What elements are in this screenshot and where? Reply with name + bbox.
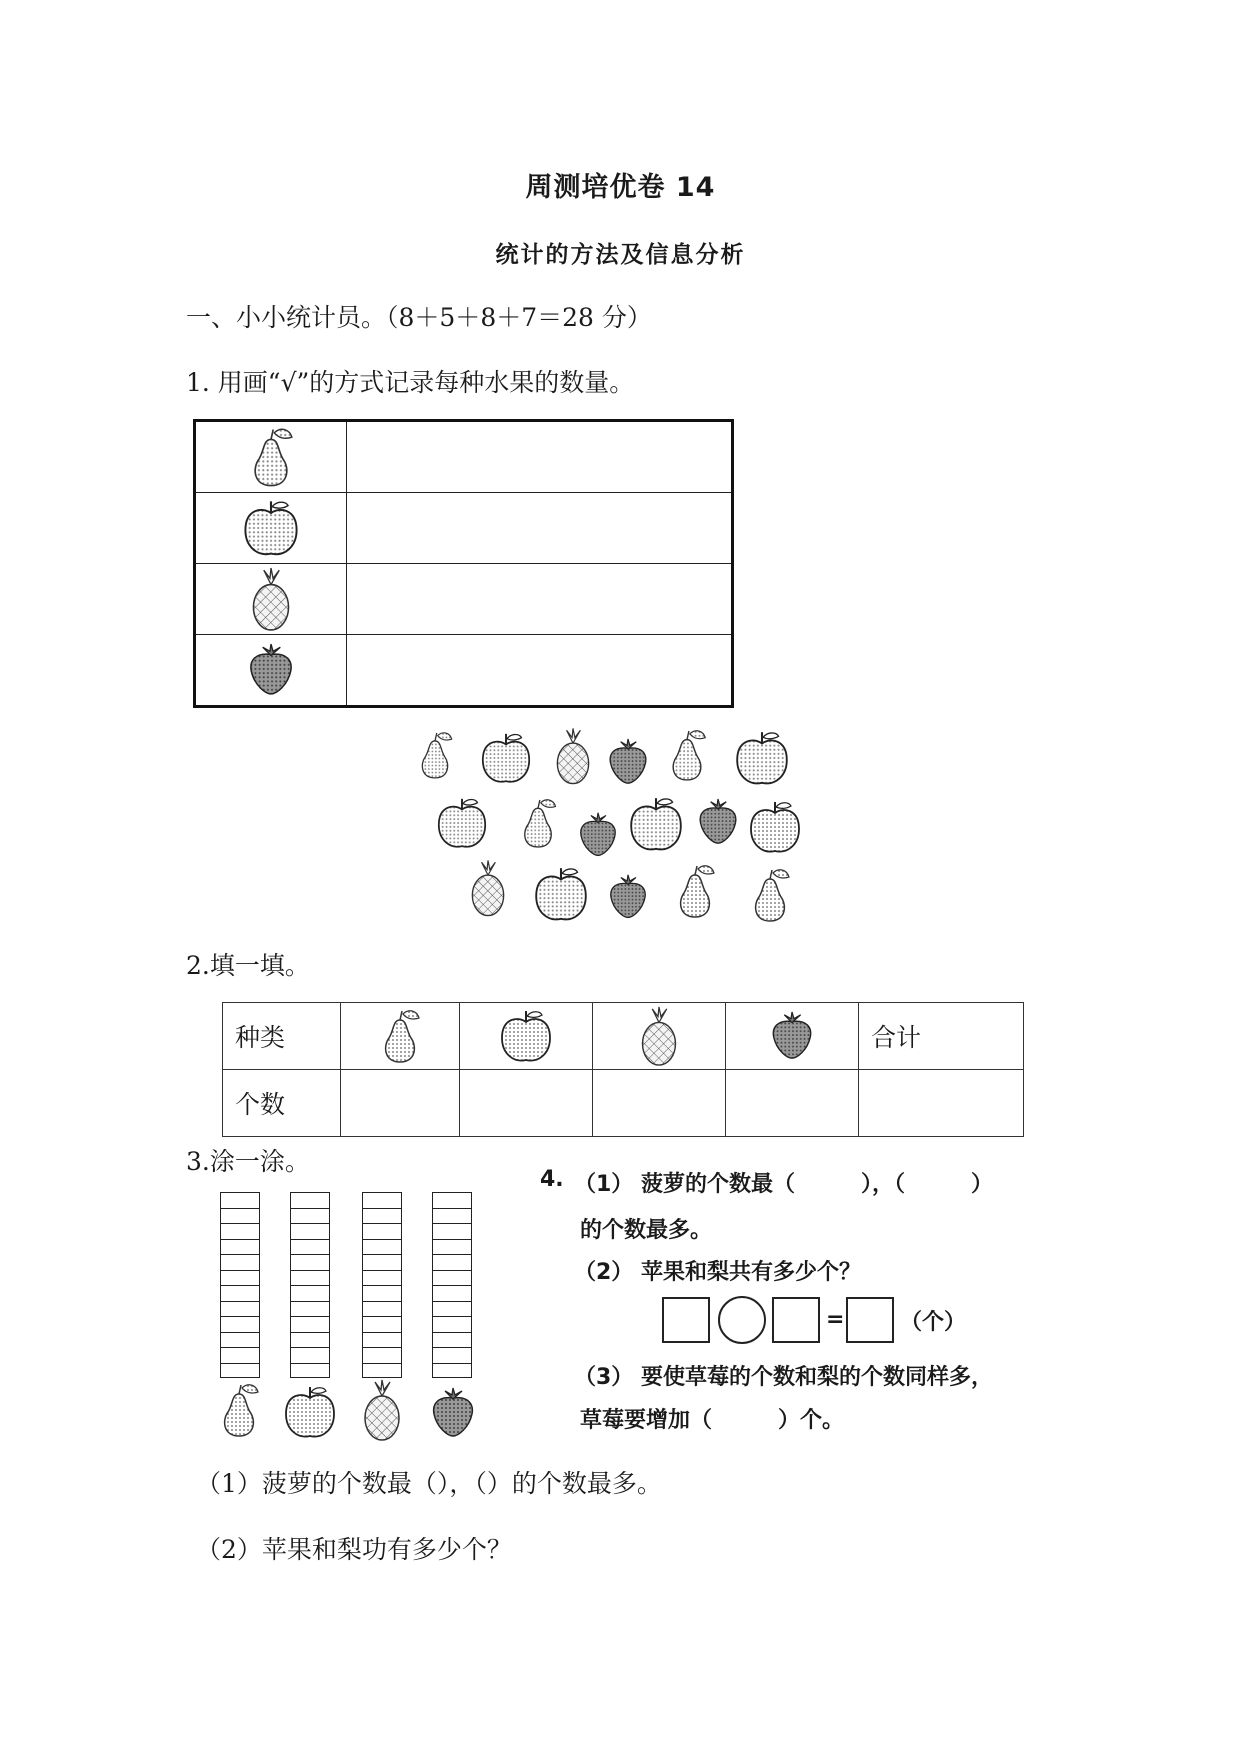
bar-column-apple[interactable] bbox=[290, 1192, 330, 1378]
question-2: 2.填一填。 bbox=[186, 951, 310, 980]
q4-part1-line1: （1） 菠萝的个数最（ ），（ ） bbox=[574, 1172, 993, 1197]
tally-row-strawberry bbox=[195, 635, 733, 707]
pear-icon bbox=[372, 1006, 428, 1066]
question-3: 3.涂一涂。 bbox=[186, 1147, 310, 1176]
pineapple-icon bbox=[634, 1005, 684, 1067]
answer-box-2[interactable] bbox=[772, 1297, 820, 1343]
answer-box-result[interactable] bbox=[846, 1297, 894, 1343]
tally-row-pear bbox=[195, 421, 733, 493]
bottom-question-1: （1）菠萝的个数最（），（）的个数最多。 bbox=[196, 1469, 662, 1498]
fruit-collection bbox=[405, 725, 825, 935]
row-label-kind: 种类 bbox=[223, 1003, 341, 1070]
tally-cell-apple[interactable] bbox=[347, 493, 733, 564]
col-label-total: 合计 bbox=[859, 1003, 1024, 1070]
strawberry-icon bbox=[766, 1010, 818, 1062]
operator-circle[interactable] bbox=[718, 1296, 766, 1344]
apple-icon bbox=[278, 1382, 342, 1442]
apple-icon bbox=[493, 1006, 559, 1066]
pear-icon bbox=[242, 424, 300, 490]
page-subtitle: 统计的方法及信息分析 bbox=[495, 242, 746, 268]
q4-part1-line2: 的个数最多。 bbox=[580, 1218, 713, 1243]
bar-column-strawberry[interactable] bbox=[432, 1192, 472, 1378]
tally-cell-pineapple[interactable] bbox=[347, 564, 733, 635]
pineapple-icon bbox=[355, 1378, 409, 1442]
row-label-count: 个数 bbox=[223, 1070, 341, 1137]
tally-table bbox=[193, 419, 734, 708]
section-heading: 一、小小统计员。（8＋5＋8＋7＝28 分） bbox=[186, 303, 652, 332]
count-cell-pineapple[interactable] bbox=[593, 1070, 726, 1137]
tally-row-apple bbox=[195, 493, 733, 564]
count-cell-total[interactable] bbox=[859, 1070, 1024, 1137]
q4-part2: （2） 苹果和梨共有多少个？ bbox=[574, 1260, 861, 1285]
count-table bbox=[222, 1002, 1024, 1137]
q4-part3-line2: 草莓要增加（ ）个。 bbox=[580, 1408, 845, 1433]
tally-cell-strawberry[interactable] bbox=[347, 635, 733, 707]
answer-box-1[interactable] bbox=[662, 1297, 710, 1343]
pear-icon bbox=[212, 1380, 266, 1440]
count-cell-apple[interactable] bbox=[460, 1070, 593, 1137]
strawberry-icon bbox=[426, 1386, 480, 1440]
bottom-question-2: （2）苹果和梨功有多少个？ bbox=[196, 1535, 512, 1564]
count-cell-pear[interactable] bbox=[341, 1070, 460, 1137]
q4-part3-line1: （3） 要使草莓的个数和梨的个数同样多， bbox=[574, 1365, 993, 1390]
apple-icon bbox=[239, 496, 303, 560]
unit-label: （个） bbox=[900, 1310, 967, 1335]
question-1: 1. 用画“√”的方式记录每种水果的数量。 bbox=[186, 368, 635, 397]
q4-number: 4. bbox=[540, 1167, 564, 1192]
bar-column-pineapple[interactable] bbox=[362, 1192, 402, 1378]
page-title: 周测培优卷 14 bbox=[525, 172, 716, 203]
pineapple-icon bbox=[244, 566, 298, 632]
count-cell-strawberry[interactable] bbox=[726, 1070, 859, 1137]
tally-row-pineapple bbox=[195, 564, 733, 635]
strawberry-icon bbox=[245, 642, 297, 698]
tally-cell-pear[interactable] bbox=[347, 421, 733, 493]
equals-sign: = bbox=[826, 1307, 845, 1332]
bar-column-pear[interactable] bbox=[220, 1192, 260, 1378]
